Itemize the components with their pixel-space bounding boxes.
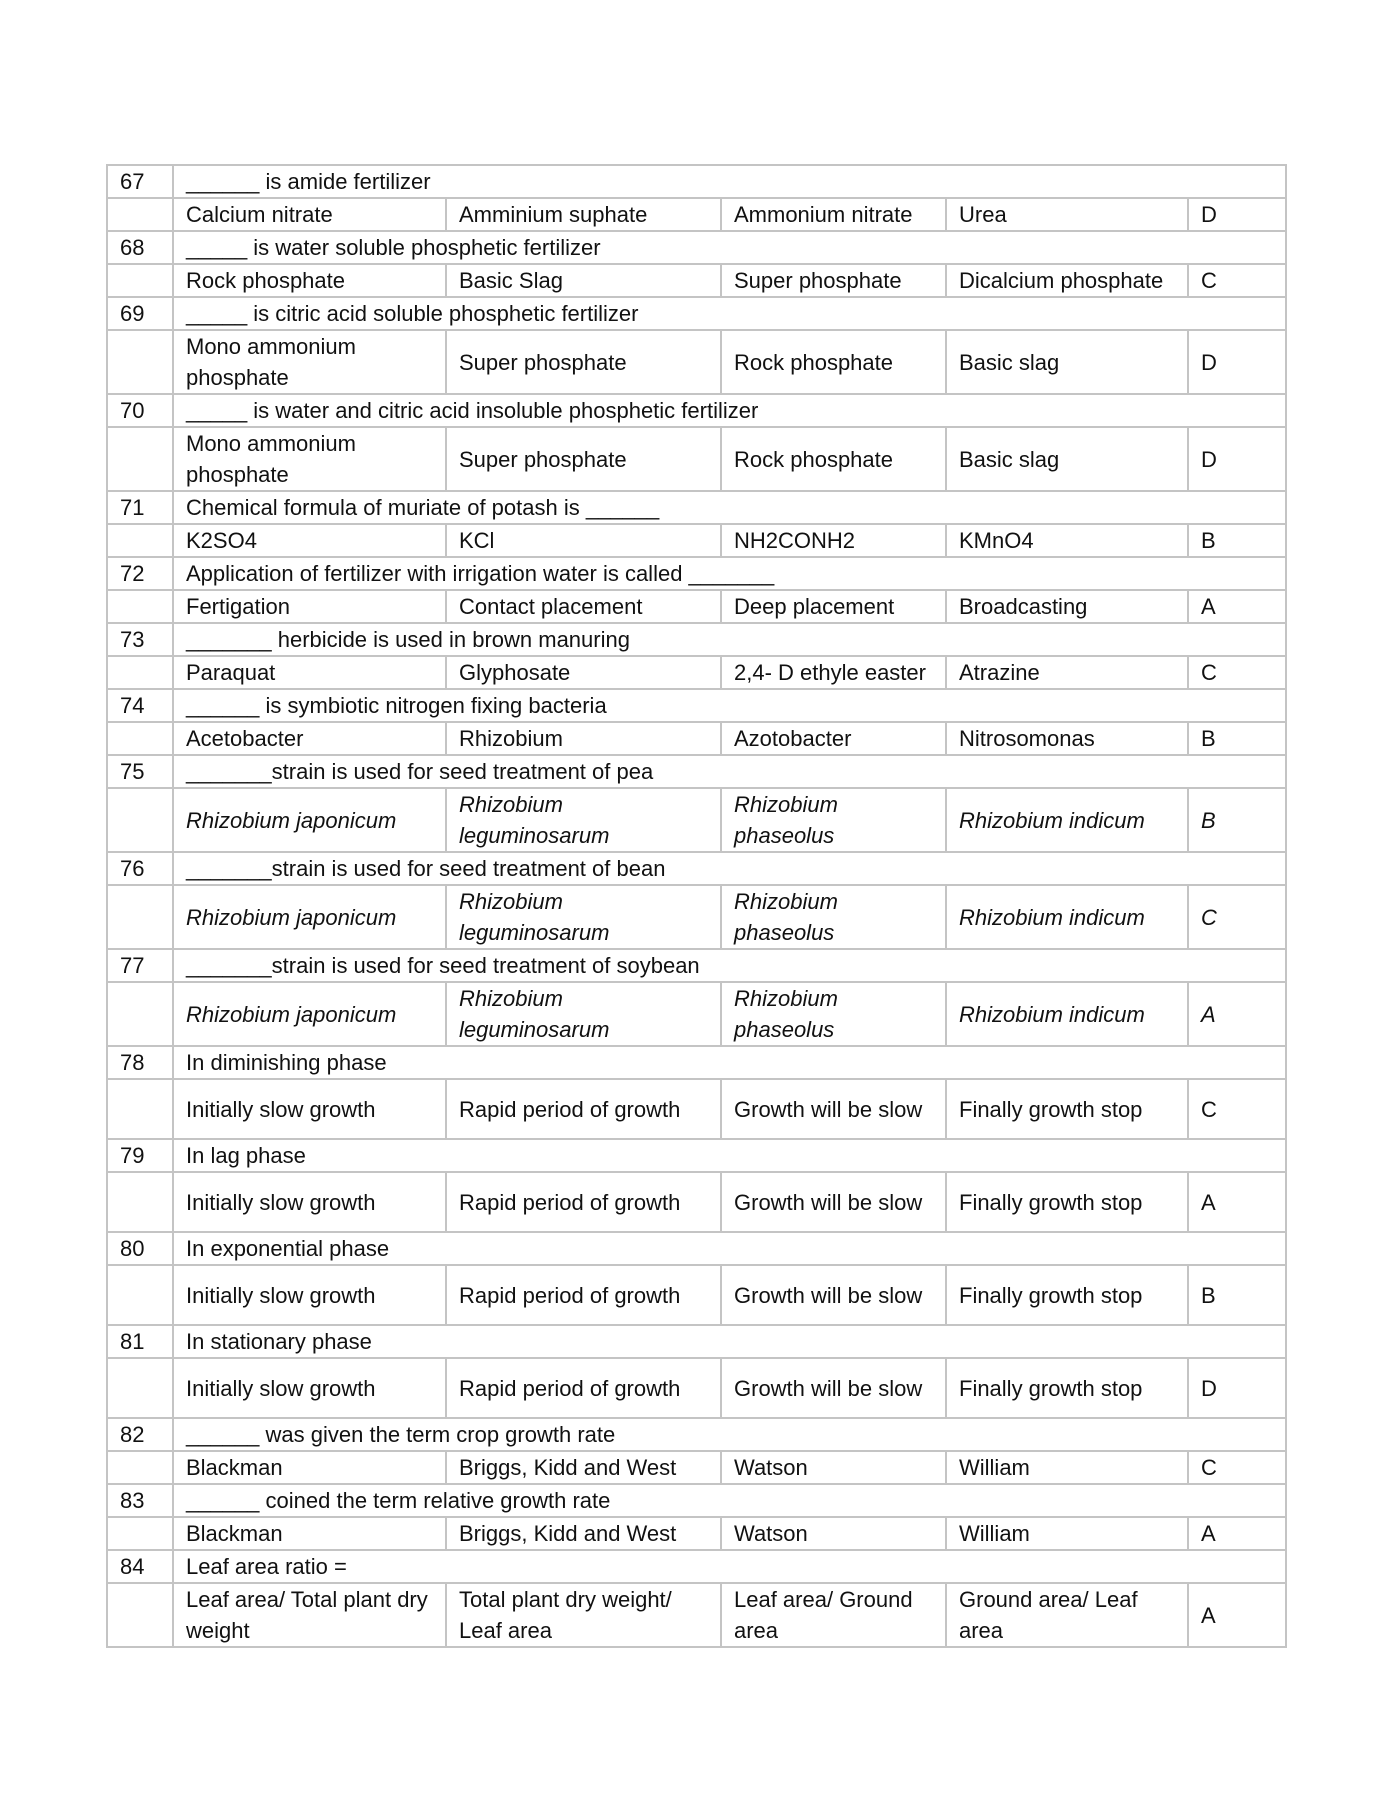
options-row [107, 788, 1286, 852]
option-c: Super phosphate [721, 264, 946, 297]
question-text: In stationary phase [173, 1325, 1286, 1358]
option-d: Broadcasting [946, 590, 1188, 623]
answer-key: B [1188, 1265, 1286, 1325]
question-row [107, 557, 1286, 590]
option-c: Azotobacter [721, 722, 946, 755]
question-text: ______ was given the term crop growth rate [173, 1418, 1286, 1451]
option-c: Growth will be slow [721, 1265, 946, 1325]
question-number: 69 [107, 297, 173, 330]
question-number: 79 [107, 1139, 173, 1172]
question-number: 70 [107, 394, 173, 427]
option-b: Rhizobium leguminosarum [446, 885, 721, 949]
question-row [107, 1325, 1286, 1358]
options-row [107, 427, 1286, 491]
option-a: Initially slow growth [173, 1358, 446, 1418]
options-row [107, 1172, 1286, 1232]
empty-number-cell [107, 1079, 173, 1139]
empty-number-cell [107, 1517, 173, 1550]
question-row [107, 1418, 1286, 1451]
option-b: Rhizobium leguminosarum [446, 982, 721, 1046]
option-b: Basic Slag [446, 264, 721, 297]
option-d: Finally growth stop [946, 1265, 1188, 1325]
options-row [107, 1517, 1286, 1550]
option-b: Rapid period of growth [446, 1079, 721, 1139]
option-d: Finally growth stop [946, 1172, 1188, 1232]
options-row [107, 330, 1286, 394]
option-d: Nitrosomonas [946, 722, 1188, 755]
option-d: Rhizobium indicum [946, 788, 1188, 852]
question-number: 67 [107, 165, 173, 198]
option-a: K2SO4 [173, 524, 446, 557]
option-d: Atrazine [946, 656, 1188, 689]
options-row [107, 264, 1286, 297]
option-a: Mono ammonium phosphate [173, 427, 446, 491]
options-row [107, 198, 1286, 231]
option-c: Deep placement [721, 590, 946, 623]
option-c: Rhizobium phaseolus [721, 788, 946, 852]
answer-key: C [1188, 264, 1286, 297]
option-d: William [946, 1517, 1188, 1550]
question-row [107, 1046, 1286, 1079]
option-c: Rock phosphate [721, 330, 946, 394]
empty-number-cell [107, 656, 173, 689]
question-number: 74 [107, 689, 173, 722]
answer-key: C [1188, 1079, 1286, 1139]
options-row [107, 982, 1286, 1046]
option-a: Leaf area/ Total plant dry weight [173, 1583, 446, 1647]
options-row [107, 885, 1286, 949]
question-text: In diminishing phase [173, 1046, 1286, 1079]
question-row [107, 949, 1286, 982]
empty-number-cell [107, 198, 173, 231]
question-row [107, 491, 1286, 524]
question-text: ______ is symbiotic nitrogen fixing bacteria [173, 689, 1286, 722]
option-a: Acetobacter [173, 722, 446, 755]
option-b: KCl [446, 524, 721, 557]
answer-key: D [1188, 1358, 1286, 1418]
empty-number-cell [107, 1358, 173, 1418]
options-row [107, 1265, 1286, 1325]
option-a: Rock phosphate [173, 264, 446, 297]
question-text: In exponential phase [173, 1232, 1286, 1265]
question-number: 78 [107, 1046, 173, 1079]
empty-number-cell [107, 788, 173, 852]
question-text: _______strain is used for seed treatment of pea [173, 755, 1286, 788]
option-d: Finally growth stop [946, 1358, 1188, 1418]
option-b: Contact placement [446, 590, 721, 623]
empty-number-cell [107, 885, 173, 949]
answer-key: A [1188, 1172, 1286, 1232]
question-text: Application of fertilizer with irrigation water is called _______ [173, 557, 1286, 590]
answer-key: B [1188, 788, 1286, 852]
option-d: Dicalcium phosphate [946, 264, 1188, 297]
question-row [107, 1550, 1286, 1583]
option-d: Basic slag [946, 427, 1188, 491]
option-c: Leaf area/ Ground area [721, 1583, 946, 1647]
question-number: 68 [107, 231, 173, 264]
options-row [107, 722, 1286, 755]
option-b: Rhizobium leguminosarum [446, 788, 721, 852]
option-b: Amminium suphate [446, 198, 721, 231]
option-b: Rapid period of growth [446, 1358, 721, 1418]
answer-key: A [1188, 1517, 1286, 1550]
option-c: Watson [721, 1451, 946, 1484]
question-number: 72 [107, 557, 173, 590]
question-number: 73 [107, 623, 173, 656]
answer-key: A [1188, 982, 1286, 1046]
options-row [107, 1079, 1286, 1139]
question-text: _____ is citric acid soluble phosphetic fertilizer [173, 297, 1286, 330]
options-row [107, 1583, 1286, 1647]
answer-key: D [1188, 427, 1286, 491]
empty-number-cell [107, 1172, 173, 1232]
options-row [107, 1358, 1286, 1418]
option-a: Blackman [173, 1517, 446, 1550]
question-text: _____ is water soluble phosphetic fertilizer [173, 231, 1286, 264]
option-d: William [946, 1451, 1188, 1484]
question-number: 84 [107, 1550, 173, 1583]
question-number: 83 [107, 1484, 173, 1517]
option-b: Glyphosate [446, 656, 721, 689]
answer-key: C [1188, 885, 1286, 949]
option-d: Basic slag [946, 330, 1188, 394]
answer-key: D [1188, 198, 1286, 231]
option-c: 2,4- D ethyle easter [721, 656, 946, 689]
mcq-table [106, 164, 1287, 1648]
option-b: Rapid period of growth [446, 1265, 721, 1325]
question-row [107, 297, 1286, 330]
question-text: _______strain is used for seed treatment of soybean [173, 949, 1286, 982]
empty-number-cell [107, 264, 173, 297]
option-d: Urea [946, 198, 1188, 231]
question-text: _______ herbicide is used in brown manuring [173, 623, 1286, 656]
option-d: Rhizobium indicum [946, 885, 1188, 949]
empty-number-cell [107, 427, 173, 491]
question-number: 77 [107, 949, 173, 982]
option-c: Rhizobium phaseolus [721, 982, 946, 1046]
option-a: Initially slow growth [173, 1172, 446, 1232]
answer-key: C [1188, 1451, 1286, 1484]
question-row [107, 1232, 1286, 1265]
question-row [107, 231, 1286, 264]
question-row [107, 394, 1286, 427]
option-b: Briggs, Kidd and West [446, 1517, 721, 1550]
option-c: Watson [721, 1517, 946, 1550]
question-text: _____ is water and citric acid insoluble phosphetic fertilizer [173, 394, 1286, 427]
question-text: ______ coined the term relative growth rate [173, 1484, 1286, 1517]
question-number: 82 [107, 1418, 173, 1451]
option-b: Super phosphate [446, 330, 721, 394]
empty-number-cell [107, 524, 173, 557]
answer-key: D [1188, 330, 1286, 394]
question-number: 71 [107, 491, 173, 524]
option-a: Paraquat [173, 656, 446, 689]
answer-key: C [1188, 656, 1286, 689]
option-b: Rapid period of growth [446, 1172, 721, 1232]
question-text: In lag phase [173, 1139, 1286, 1172]
question-text: Chemical formula of muriate of potash is ______ [173, 491, 1286, 524]
answer-key: B [1188, 524, 1286, 557]
question-number: 75 [107, 755, 173, 788]
question-number: 80 [107, 1232, 173, 1265]
option-c: Rhizobium phaseolus [721, 885, 946, 949]
option-b: Briggs, Kidd and West [446, 1451, 721, 1484]
answer-key: A [1188, 590, 1286, 623]
empty-number-cell [107, 982, 173, 1046]
question-text: ______ is amide fertilizer [173, 165, 1286, 198]
question-row [107, 755, 1286, 788]
option-a: Mono ammonium phosphate [173, 330, 446, 394]
option-b: Super phosphate [446, 427, 721, 491]
option-d: Ground area/ Leaf area [946, 1583, 1188, 1647]
question-number: 76 [107, 852, 173, 885]
options-row [107, 590, 1286, 623]
options-row [107, 1451, 1286, 1484]
question-row [107, 623, 1286, 656]
question-row [107, 1139, 1286, 1172]
question-row [107, 1484, 1286, 1517]
question-row [107, 852, 1286, 885]
option-c: Ammonium nitrate [721, 198, 946, 231]
option-a: Blackman [173, 1451, 446, 1484]
answer-key: A [1188, 1583, 1286, 1647]
empty-number-cell [107, 1265, 173, 1325]
option-a: Rhizobium japonicum [173, 982, 446, 1046]
question-text: _______strain is used for seed treatment of bean [173, 852, 1286, 885]
option-c: Growth will be slow [721, 1172, 946, 1232]
answer-key: B [1188, 722, 1286, 755]
option-a: Rhizobium japonicum [173, 885, 446, 949]
option-a: Initially slow growth [173, 1265, 446, 1325]
option-a: Initially slow growth [173, 1079, 446, 1139]
options-row [107, 524, 1286, 557]
option-d: KMnO4 [946, 524, 1188, 557]
option-b: Total plant dry weight/ Leaf area [446, 1583, 721, 1647]
option-d: Finally growth stop [946, 1079, 1188, 1139]
empty-number-cell [107, 330, 173, 394]
question-text: Leaf area ratio = [173, 1550, 1286, 1583]
option-b: Rhizobium [446, 722, 721, 755]
question-number: 81 [107, 1325, 173, 1358]
empty-number-cell [107, 590, 173, 623]
option-a: Calcium nitrate [173, 198, 446, 231]
empty-number-cell [107, 1583, 173, 1647]
option-c: Growth will be slow [721, 1358, 946, 1418]
options-row [107, 656, 1286, 689]
empty-number-cell [107, 722, 173, 755]
option-d: Rhizobium indicum [946, 982, 1188, 1046]
empty-number-cell [107, 1451, 173, 1484]
option-a: Fertigation [173, 590, 446, 623]
option-a: Rhizobium japonicum [173, 788, 446, 852]
option-c: Rock phosphate [721, 427, 946, 491]
mcq-document [106, 164, 1285, 1648]
question-row [107, 165, 1286, 198]
question-row [107, 689, 1286, 722]
option-c: NH2CONH2 [721, 524, 946, 557]
option-c: Growth will be slow [721, 1079, 946, 1139]
